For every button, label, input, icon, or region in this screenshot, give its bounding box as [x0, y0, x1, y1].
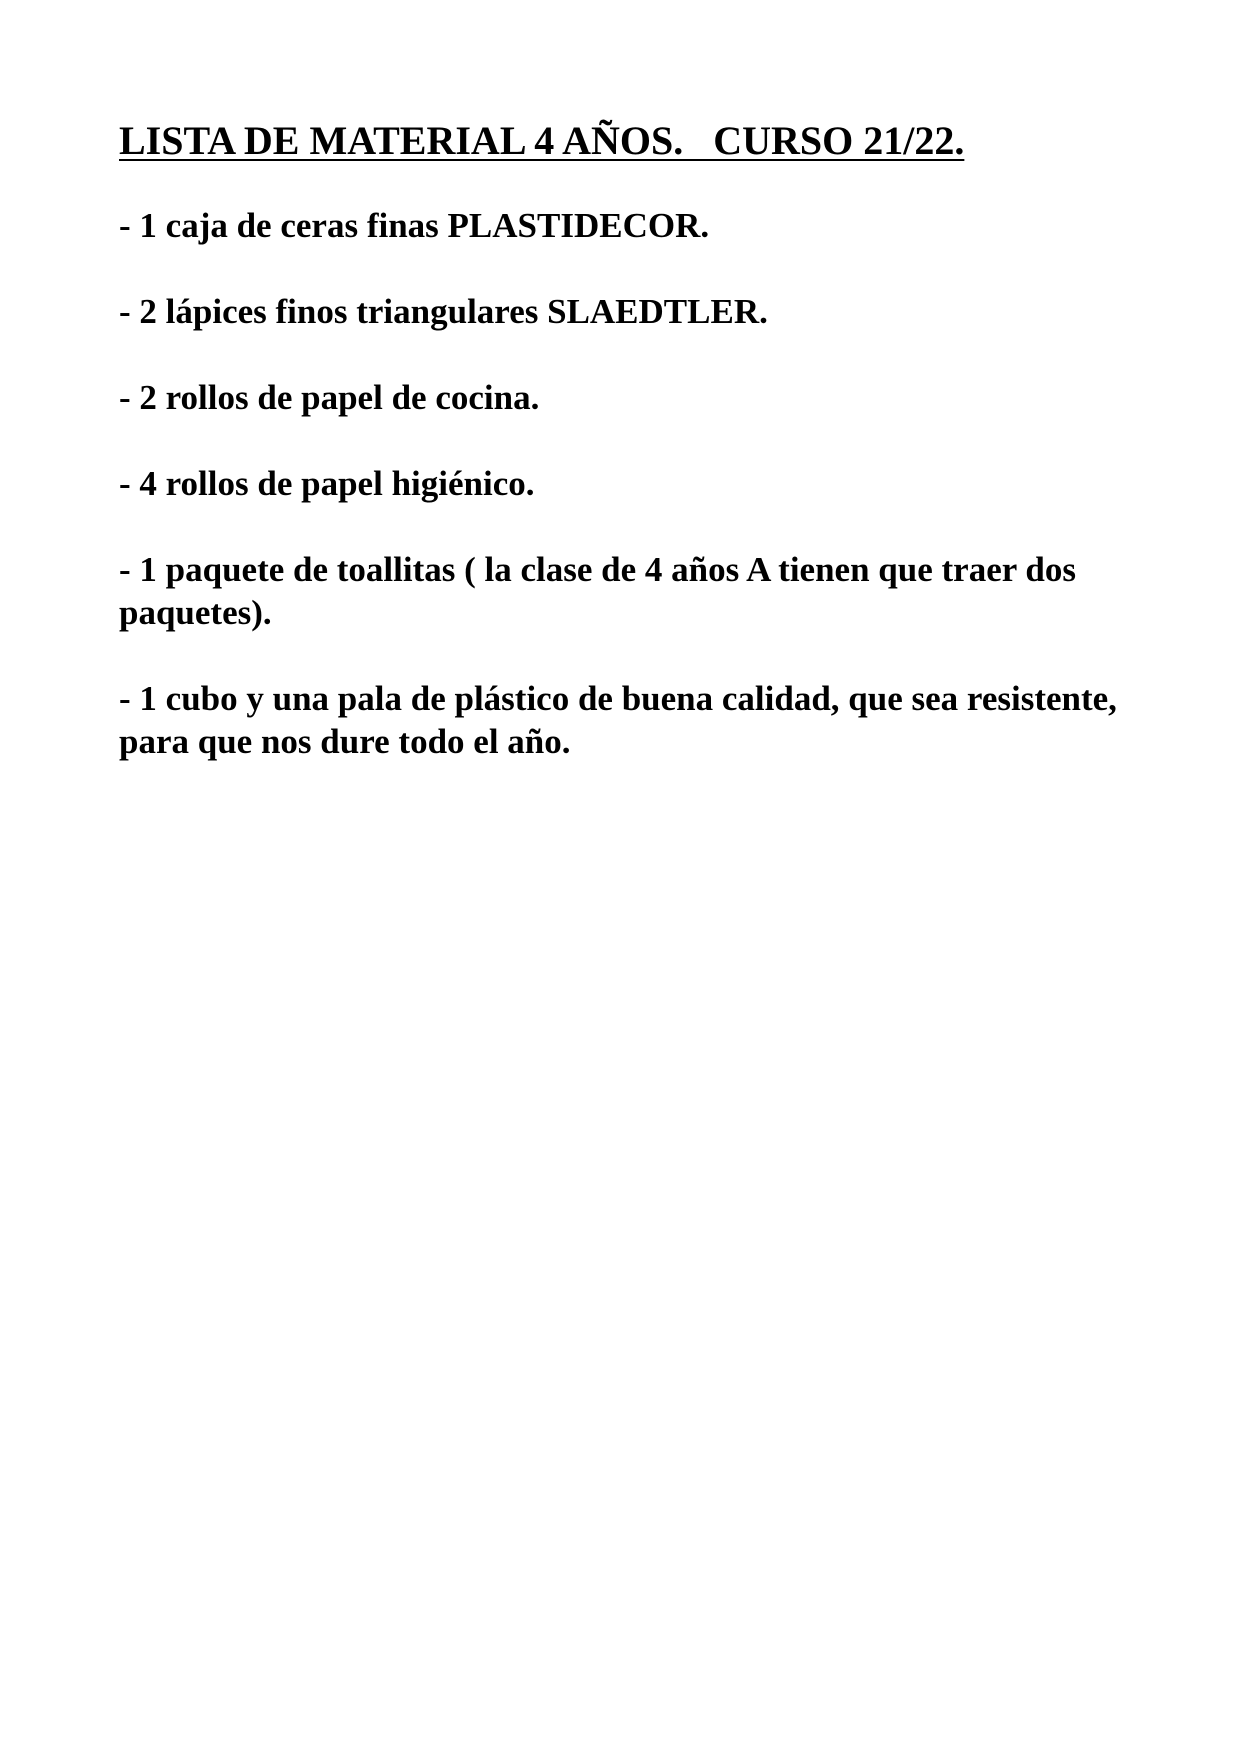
list-item: - 2 rollos de papel de cocina.	[119, 378, 540, 417]
list-item: - 1 paquete de toallitas ( la clase de 4 años A tienen que traer dos paquetes).	[119, 550, 1076, 632]
list-item: - 4 rollos de papel higiénico.	[119, 464, 535, 503]
document-title: LISTA DE MATERIAL 4 AÑOS. CURSO 21/22.	[119, 118, 965, 163]
document-content	[119, 118, 1129, 806]
list-item: - 1 cubo y una pala de plástico de buena calidad, que sea resistente, para que nos dure todo el año.	[119, 679, 1117, 761]
list-item: - 2 lápices finos triangulares SLAEDTLER.	[119, 292, 768, 331]
list-item: - 1 caja de ceras finas PLASTIDECOR.	[119, 206, 710, 245]
material-list	[119, 204, 1129, 763]
